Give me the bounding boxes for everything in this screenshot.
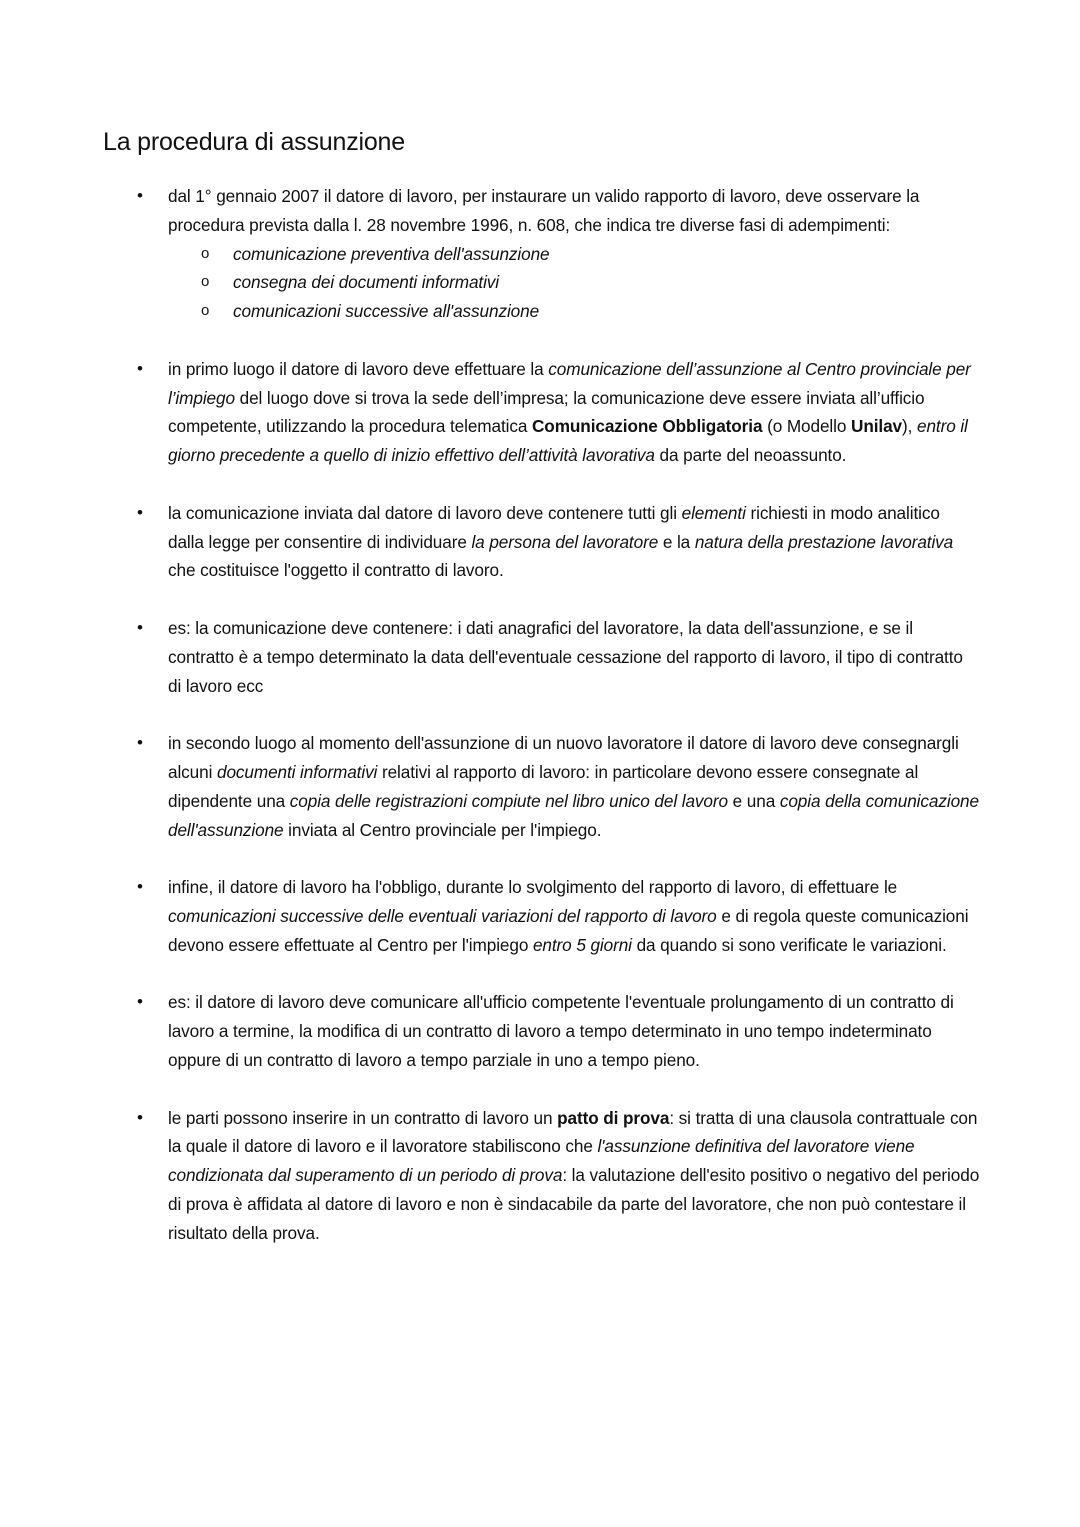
sub-item-text: consegna dei documenti informativi bbox=[233, 272, 500, 293]
paragraph-text bbox=[168, 733, 979, 839]
text-run: relativi al rapporto di lavoro: in particolare devono essere consegnate al dipendente una bbox=[168, 761, 919, 811]
text-run: e la bbox=[658, 531, 695, 552]
text-run: ), bbox=[902, 416, 917, 437]
text-run: dal 1° gennaio 2007 il datore di lavoro, per instaurare un valido rapporto di lavoro, deve osservare la procedura prevista dalla l. 28 novembre 1996, n. 608, che indica tre diverse fasi di adempimenti: bbox=[168, 186, 920, 235]
text-run: la comunicazione inviata dal datore di lavoro deve contenere tutti gli bbox=[168, 502, 682, 523]
italic-text: elementi bbox=[681, 502, 746, 523]
bullet-icon: • bbox=[137, 992, 143, 1012]
italic-text: comunicazione dell’assunzione al Centro provinciale per l’impiego bbox=[168, 358, 971, 408]
paragraph-text bbox=[168, 992, 954, 1070]
text-run: richiesti in modo analitico dalla legge per consentire di individuare bbox=[168, 502, 940, 552]
list-item bbox=[0, 988, 980, 1074]
italic-text: comunicazioni successive delle eventuali variazioni del rapporto di lavoro bbox=[168, 905, 717, 926]
bold-text: Unilav bbox=[851, 416, 902, 437]
sub-list bbox=[168, 240, 980, 326]
bullet-icon: • bbox=[137, 617, 143, 637]
paragraph-text bbox=[168, 1108, 979, 1243]
text-run: in primo luogo il datore di lavoro deve effettuare la bbox=[168, 358, 549, 379]
list-item bbox=[0, 355, 980, 470]
list-item bbox=[0, 499, 980, 585]
bullet-list bbox=[0, 182, 1080, 1276]
paragraph-text bbox=[168, 877, 968, 955]
italic-text: copia della comunicazione dell'assunzione bbox=[168, 790, 979, 840]
bold-text: Comunicazione Obbligatoria bbox=[532, 416, 763, 437]
bullet-icon: • bbox=[137, 358, 143, 378]
text-run: e una bbox=[727, 790, 780, 811]
text-run: del luogo dove si trova la sede dell’impresa; la comunicazione deve essere inviata all’ufficio competente, utilizzando la procedura telematica bbox=[168, 387, 925, 437]
paragraph-text bbox=[168, 618, 963, 696]
italic-text: entro il giorno precedente a quello di inizio effettivo dell’attività lavorativa bbox=[168, 416, 968, 466]
italic-text: l'assunzione definitiva del lavoratore viene condizionata dal superamento di un periodo di prova bbox=[168, 1136, 915, 1186]
list-item bbox=[0, 729, 980, 844]
sub-item-text: comunicazioni successive all'assunzione bbox=[233, 301, 540, 322]
text-run: : la valutazione dell'esito positivo o negativo del periodo di prova è affidata al datore di lavoro e non è sindacabile da parte del lavoratore, che non può contestare il risultato della prova. bbox=[168, 1165, 980, 1243]
italic-text: natura della prestazione lavorativa bbox=[694, 531, 954, 552]
list-item bbox=[0, 182, 980, 326]
bullet-icon: • bbox=[137, 502, 143, 522]
bold-text: patto di prova bbox=[557, 1107, 670, 1128]
text-run: da quando si sono verificate le variazioni. bbox=[631, 934, 947, 955]
text-run: in secondo luogo al momento dell'assunzione di un nuovo lavoratore il datore di lavoro deve consegnargli alcuni bbox=[168, 733, 959, 782]
text-run: (o Modello bbox=[762, 416, 852, 437]
text-run: le parti possono inserire in un contratto di lavoro un bbox=[168, 1107, 558, 1128]
list-item bbox=[0, 873, 980, 959]
paragraph-text bbox=[168, 503, 953, 581]
text-run: inviata al Centro provinciale per l'impiego. bbox=[283, 819, 602, 840]
sub-list-item bbox=[168, 268, 980, 297]
text-run: es: il datore di lavoro deve comunicare all'ufficio competente l'eventuale prolungamento di un contratto di lavoro a termine, la modifica di un contratto di lavoro a tempo determinato in uno tempo indeterminato oppure di un contratto di lavoro a tempo parziale in uno a tempo pieno. bbox=[168, 992, 954, 1070]
page-title: La procedura di assunzione bbox=[103, 128, 405, 156]
sub-item-text: comunicazione preventiva dell'assunzione bbox=[233, 243, 550, 264]
italic-text: documenti informativi bbox=[216, 761, 378, 782]
circle-bullet-icon: o bbox=[201, 302, 210, 320]
text-run: da parte del neoassunto. bbox=[654, 445, 847, 466]
list-item bbox=[0, 1104, 980, 1248]
bullet-icon: • bbox=[137, 186, 143, 205]
bullet-icon: • bbox=[137, 733, 143, 753]
circle-bullet-icon: o bbox=[201, 244, 210, 262]
text-run: e di regola queste comunicazioni devono essere effettuate al Centro per l'impiego bbox=[168, 905, 969, 955]
text-run: es: la comunicazione deve contenere: i dati anagrafici del lavoratore, la data dell'assunzione, e se il contratto è a tempo determinato la data dell'eventuale cessazione del rapporto di lavoro, il tipo di contratto di lavoro ecc bbox=[168, 617, 963, 696]
bullet-icon: • bbox=[137, 877, 143, 897]
paragraph-text bbox=[168, 359, 971, 465]
sub-list-item bbox=[168, 297, 980, 326]
bullet-icon: • bbox=[137, 1107, 143, 1127]
italic-text: la persona del lavoratore bbox=[471, 531, 659, 552]
text-run: : si tratta di una clausola contrattuale con la quale il datore di lavoro e il lavoratore stabiliscono che bbox=[168, 1107, 978, 1157]
text-run: che costituisce l'oggetto il contratto di lavoro. bbox=[168, 560, 504, 581]
paragraph-text bbox=[168, 186, 919, 235]
sub-list-item bbox=[168, 240, 980, 269]
italic-text: entro 5 giorni bbox=[532, 934, 632, 955]
circle-bullet-icon: o bbox=[201, 273, 210, 291]
list-item bbox=[0, 614, 980, 700]
italic-text: copia delle registrazioni compiute nel libro unico del lavoro bbox=[289, 790, 728, 811]
text-run: infine, il datore di lavoro ha l'obbligo, durante lo svolgimento del rapporto di lavoro, di effettuare le bbox=[168, 877, 898, 898]
